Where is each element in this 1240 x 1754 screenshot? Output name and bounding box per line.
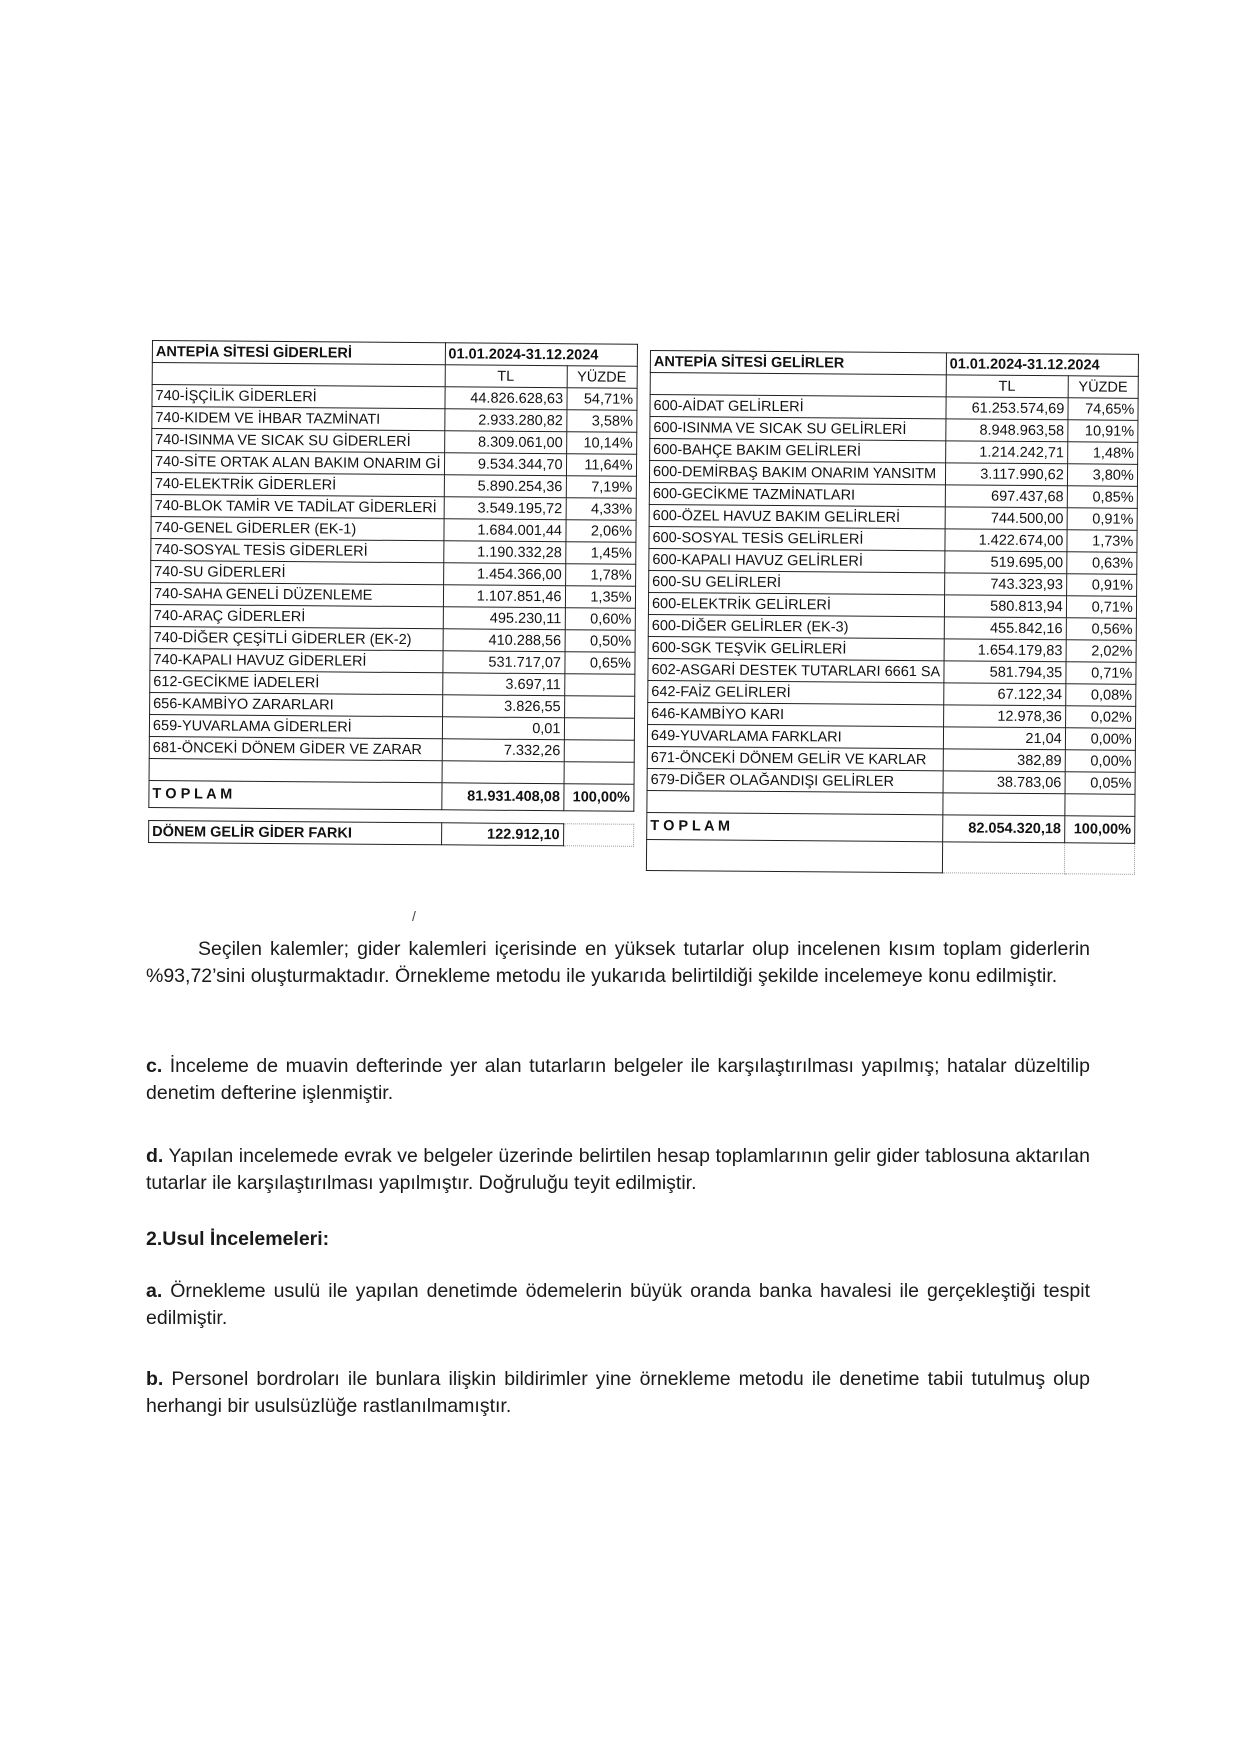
income-total-row	[647, 812, 1135, 843]
expenses-pct-cell: 1,78%	[565, 564, 635, 587]
income-pct-cell: 1,73%	[1067, 530, 1137, 553]
income-label-cell: 671-ÖNCEKİ DÖNEM GELİR VE KARLAR	[647, 746, 943, 770]
income-title: ANTEPİA SİTESİ GELİRLER	[650, 351, 946, 375]
income-tl-cell: 38.783,06	[943, 771, 1065, 794]
expenses-tl-cell: 5.890.254,36	[444, 475, 566, 498]
income-label-cell: 602-ASGARİ DESTEK TUTARLARI 6661 SA	[648, 658, 944, 682]
income-pct-cell: 0,91%	[1067, 508, 1137, 531]
income-tl-cell: 3.117.990,62	[945, 463, 1067, 486]
paragraph-c	[146, 1053, 1090, 1107]
income-tl-cell: 382,89	[943, 749, 1065, 772]
expenses-tl-cell: 0,01	[442, 717, 564, 740]
income-label-cell: 600-DİĞER GELİRLER (EK-3)	[648, 614, 944, 638]
expenses-label-cell: 740-ISINMA VE SICAK SU GİDERLERİ	[152, 429, 445, 453]
paragraph-d-marker: d.	[146, 1145, 164, 1167]
income-total-label: T O P L A M	[647, 812, 943, 841]
expenses-tl-cell: 1.107.851,46	[443, 585, 565, 608]
income-pct-cell: 0,85%	[1067, 486, 1137, 509]
income-pct-cell: 0,63%	[1067, 552, 1137, 575]
expenses-label-cell: 740-GENEL GİDERLER (EK-1)	[151, 516, 444, 540]
expenses-label-cell: 740-SİTE ORTAK ALAN BAKIM ONARIM Gİ	[151, 451, 444, 475]
expenses-total-row	[149, 780, 634, 811]
income-label-cell: 600-DEMİRBAŞ BAKIM ONARIM YANSITM	[649, 461, 945, 485]
income-pct-cell: 74,65%	[1068, 398, 1138, 421]
income-tl-cell: 1.422.674,00	[945, 529, 1067, 552]
income-tl-cell: 744.500,00	[945, 507, 1067, 530]
income-period: 01.01.2024-31.12.2024	[946, 353, 1138, 377]
income-label-cell: 600-KAPALI HAVUZ GELİRLERİ	[649, 548, 945, 572]
expenses-tl-cell: 9.534.344,70	[444, 453, 566, 476]
income-pct-cell: 0,71%	[1066, 662, 1136, 685]
expenses-pct-cell: 11,64%	[566, 454, 636, 477]
income-pct-cell: 0,56%	[1066, 618, 1136, 641]
income-label-cell: 679-DİĞER OLAĞANDIŞI GELİRLER	[647, 768, 943, 792]
expenses-label-cell: 740-DİĞER ÇEŞİTLİ GİDERLER (EK-2)	[150, 626, 443, 650]
income-total-tl: 82.054.320,18	[942, 815, 1064, 843]
expenses-tl-cell: 531.717,07	[442, 651, 564, 674]
paragraph-summary-text: Seçilen kalemler; gider kalemleri içerisinde en yüksek tutarlar olup incelenen kısım toplam giderlerin %93,72’sini oluşturmaktadır. Örnekleme metodu ile yukarıda belirtildiği şekilde incelemeye konu edilmiştir.	[146, 938, 1090, 987]
expenses-label-cell: 740-SOSYAL TESİS GİDERLERİ	[151, 538, 444, 562]
expenses-total-label: T O P L A M	[149, 780, 442, 809]
expenses-pct-cell: 2,06%	[565, 520, 635, 543]
expenses-tl-cell: 3.549.195,72	[444, 497, 566, 520]
expenses-label-cell: 612-GECİKME İADELERİ	[150, 670, 443, 694]
paragraph-a-marker: a.	[146, 1280, 163, 1302]
expenses-label-cell: 740-KIDEM VE İHBAR TAZMİNATI	[152, 407, 445, 431]
income-pct-cell: 0,91%	[1066, 574, 1136, 597]
expenses-pct-cell: 1,35%	[565, 586, 635, 609]
expenses-label-cell: 681-ÖNCEKİ DÖNEM GİDER VE ZARAR	[149, 736, 442, 760]
expenses-diff-label: DÖNEM GELİR GİDER FARKI	[149, 820, 442, 844]
expenses-tl-cell: 1.684.001,44	[443, 519, 565, 542]
income-tl-cell: 1.214.242,71	[945, 441, 1067, 464]
paragraph-summary	[146, 936, 1090, 990]
expenses-tl-cell: 3.697,11	[442, 673, 564, 696]
expenses-tl-cell: 8.309.061,00	[444, 431, 566, 454]
income-tl-cell: 1.654.179,83	[944, 639, 1066, 662]
expenses-pct-cell: 1,45%	[565, 542, 635, 565]
paragraph-a-text: Örnekleme usulü ile yapılan denetimde ödemelerin büyük oranda banka havalesi ile gerçekleştiği tespit edilmiştir.	[146, 1280, 1090, 1329]
income-label-cell: 600-ISINMA VE SICAK SU GELİRLERİ	[650, 417, 946, 441]
income-label-cell: 600-ELEKTRİK GELİRLERİ	[648, 592, 944, 616]
expenses-col-tl: TL	[445, 365, 567, 388]
expenses-label-cell: 740-KAPALI HAVUZ GİDERLERİ	[150, 648, 443, 672]
expenses-tl-cell: 3.826,55	[442, 695, 564, 718]
expenses-pct-cell: 0,60%	[565, 608, 635, 631]
expenses-label-cell: 740-SU GİDERLERİ	[151, 560, 444, 584]
income-label-cell: 600-SU GELİRLERİ	[649, 570, 945, 594]
income-label-cell: 600-BAHÇE BAKIM GELİRLERİ	[650, 439, 946, 463]
income-pct-cell: 10,91%	[1068, 420, 1138, 443]
expenses-tl-cell: 44.826.628,63	[444, 387, 566, 410]
income-col-pct: YÜZDE	[1068, 376, 1138, 399]
expenses-pct-cell	[564, 718, 634, 741]
income-total-pct: 100,00%	[1064, 816, 1134, 844]
income-label-cell: 600-ÖZEL HAVUZ BAKIM GELİRLERİ	[649, 504, 945, 528]
income-tl-cell: 67.122,34	[944, 683, 1066, 706]
income-pct-cell: 0,05%	[1065, 772, 1135, 795]
expenses-tl-cell: 2.933.280,82	[444, 409, 566, 432]
income-pct-cell: 2,02%	[1066, 640, 1136, 663]
expenses-label-cell: 740-BLOK TAMİR VE TADİLAT GİDERLERİ	[151, 494, 444, 518]
paragraph-c-text: İnceleme de muavin defterinde yer alan tutarların belgeler ile karşılaştırılması yapılmış; hatalar düzeltilip denetim defterine işlenmiştir.	[146, 1055, 1090, 1104]
expenses-diff-value: 122.912,10	[441, 823, 563, 846]
expenses-pct-cell	[564, 762, 634, 785]
income-pct-cell: 0,00%	[1065, 728, 1135, 751]
expenses-pct-cell: 4,33%	[566, 498, 636, 521]
expenses-pct-cell: 3,58%	[566, 410, 636, 433]
income-pct-cell: 1,48%	[1067, 442, 1137, 465]
section-heading: 2.Usul İncelemeleri:	[146, 1228, 330, 1250]
paragraph-b-marker: b.	[146, 1368, 164, 1390]
expenses-tl-cell	[442, 761, 564, 784]
income-tl-cell: 581.794,35	[944, 661, 1066, 684]
income-pct-cell: 0,02%	[1065, 706, 1135, 729]
paragraph-c-marker: c.	[146, 1055, 163, 1077]
expenses-label-cell: 740-SAHA GENELİ DÜZENLEME	[150, 582, 443, 606]
expenses-pct-cell	[564, 674, 634, 697]
income-tl-cell: 743.323,93	[944, 573, 1066, 596]
expenses-label-cell: 656-KAMBİYO ZARARLARI	[150, 692, 443, 716]
expenses-period: 01.01.2024-31.12.2024	[445, 343, 637, 367]
income-tl-cell: 12.978,36	[943, 705, 1065, 728]
paragraph-b-text: Personel bordroları ile bunlara ilişkin bildirimler yine örnekleme metodu ile denetime tabii tutulmuş olup herhangi bir usulsüzlüğe rastlanılmamıştır.	[146, 1368, 1090, 1417]
expenses-tl-cell: 7.332,26	[442, 739, 564, 762]
expenses-pct-cell: 0,65%	[564, 652, 634, 675]
income-tl-cell: 697.437,68	[945, 485, 1067, 508]
stray-mark: /	[412, 908, 416, 924]
paragraph-d	[146, 1143, 1090, 1197]
expenses-total-tl: 81.931.408,08	[441, 783, 563, 811]
paragraph-d-text: Yapılan incelemede evrak ve belgeler üzerinde belirtilen hesap toplamlarının gelir gider tablosuna aktarılan tutarlar ile karşılaştırılması yapılmıştır. Doğruluğu teyit edilmiştir.	[146, 1145, 1090, 1194]
expenses-tl-cell: 410.288,56	[443, 629, 565, 652]
income-label-cell: 649-YUVARLAMA FARKLARI	[647, 724, 943, 748]
income-pct-cell: 0,71%	[1066, 596, 1136, 619]
income-tl-cell: 8.948.963,58	[946, 419, 1068, 442]
income-tl-cell: 580.813,94	[944, 595, 1066, 618]
income-table	[646, 350, 1139, 875]
expenses-pct-cell: 7,19%	[566, 476, 636, 499]
paragraph-b	[146, 1366, 1090, 1420]
income-label-cell: 600-SOSYAL TESİS GELİRLERİ	[649, 526, 945, 550]
income-tl-cell: 21,04	[943, 727, 1065, 750]
expenses-title: ANTEPİA SİTESİ GİDERLERİ	[152, 341, 445, 365]
income-label-cell: 600-SGK TEŞVİK GELİRLERİ	[648, 636, 944, 660]
expenses-table	[148, 340, 637, 847]
income-pct-cell: 0,00%	[1065, 750, 1135, 773]
income-col-tl: TL	[946, 375, 1068, 398]
expenses-tl-cell: 1.190.332,28	[443, 541, 565, 564]
expenses-label-cell	[149, 758, 442, 782]
income-label-cell: 642-FAİZ GELİRLERİ	[648, 680, 944, 704]
income-tl-cell: 61.253.574,69	[946, 397, 1068, 420]
expenses-pct-cell	[564, 740, 634, 763]
income-label-cell: 600-GECİKME TAZMİNATLARI	[649, 482, 945, 506]
expenses-pct-cell	[564, 696, 634, 719]
expenses-label-cell: 740-İŞÇİLİK GİDERLERİ	[152, 385, 445, 409]
expenses-col-pct: YÜZDE	[567, 366, 637, 389]
expenses-pct-cell: 54,71%	[566, 388, 636, 411]
income-pct-cell: 0,08%	[1065, 684, 1135, 707]
income-label-cell: 600-AİDAT GELİRLERİ	[650, 395, 946, 419]
paragraph-a	[146, 1278, 1090, 1332]
expenses-label-cell: 740-ELEKTRİK GİDERLERİ	[151, 472, 444, 496]
expenses-pct-cell: 10,14%	[566, 432, 636, 455]
income-pct-cell: 3,80%	[1067, 464, 1137, 487]
expenses-pct-cell: 0,50%	[565, 630, 635, 653]
expenses-label-cell: 659-YUVARLAMA GİDERLERİ	[149, 714, 442, 738]
income-tl-cell: 455.842,16	[944, 617, 1066, 640]
expenses-tl-cell: 1.454.366,00	[443, 563, 565, 586]
expenses-diff-row	[149, 820, 634, 846]
expenses-tl-cell: 495.230,11	[443, 607, 565, 630]
income-label-cell: 646-KAMBİYO KARI	[648, 702, 944, 726]
income-tl-cell: 519.695,00	[945, 551, 1067, 574]
expenses-label-cell: 740-ARAÇ GİDERLERİ	[150, 604, 443, 628]
expenses-total-pct: 100,00%	[563, 784, 633, 812]
